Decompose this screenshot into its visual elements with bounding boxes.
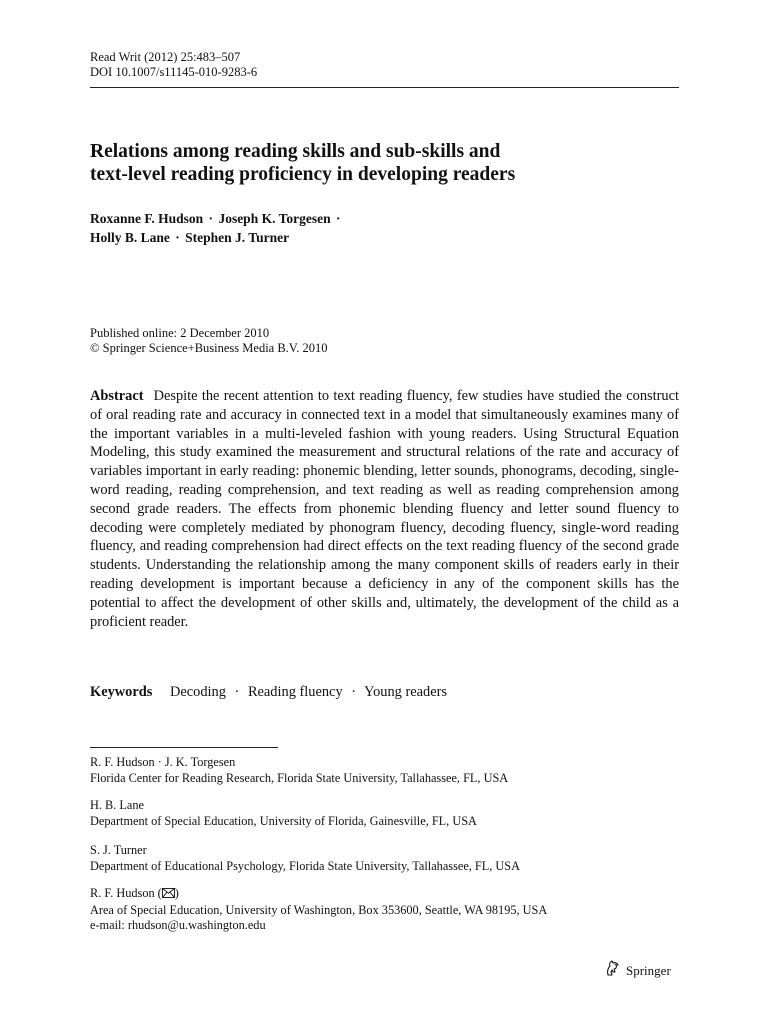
affiliation-names: H. B. Lane (90, 798, 144, 812)
affiliation-names: S. J. Turner (90, 843, 147, 857)
publication-info (90, 326, 327, 356)
affiliation-institution: Department of Special Education, University of Florida, Gainesville, FL, USA (90, 813, 477, 828)
abstract-label: Abstract (90, 388, 144, 404)
author-name[interactable]: Roxanne F. Hudson (90, 211, 204, 226)
email-link[interactable]: e-mail: rhudson@u.washington.edu (90, 918, 266, 932)
author-name[interactable]: Holly B. Lane (90, 230, 170, 245)
title-line-1: Relations among reading skills and sub-skills and (90, 141, 501, 162)
affiliation-institution: Florida Center for Reading Research, Florida State University, Tallahassee, FL, USA (90, 770, 509, 785)
keywords-section (90, 683, 447, 701)
envelope-icon[interactable] (162, 887, 175, 903)
springer-horse-icon (604, 959, 622, 982)
keyword-item[interactable]: Decoding (169, 684, 226, 700)
abstract-section (90, 387, 679, 631)
publisher-name: Springer (626, 962, 671, 978)
doi-link[interactable]: DOI 10.1007/s11145-010-9283-6 (90, 65, 258, 79)
corresponding-author-suffix: ) (174, 886, 179, 900)
published-online-date: Published online: 2 December 2010 (90, 326, 270, 340)
corresponding-author-name: R. F. Hudson ( (90, 886, 162, 900)
affiliation-names: R. F. Hudson · J. K. Torgesen (90, 755, 236, 769)
keyword-item[interactable]: Young readers (364, 684, 448, 700)
journal-header (90, 50, 257, 80)
author-name[interactable]: Joseph K. Torgesen (218, 211, 331, 226)
keyword-item[interactable]: Reading fluency (247, 684, 343, 700)
header-divider (90, 87, 679, 88)
affiliation-block (90, 843, 690, 874)
author-separator: · (175, 230, 180, 245)
keyword-separator: · (234, 684, 240, 700)
affiliation-institution: Area of Special Education, University of Washington, Box 353600, Seattle, WA 98195, USA (90, 902, 548, 917)
copyright-notice: © Springer Science+Business Media B.V. 2010 (90, 341, 328, 355)
article-title (90, 140, 690, 186)
author-list (90, 209, 342, 247)
footnote-divider (90, 747, 278, 748)
author-separator: · (335, 211, 341, 226)
affiliation-block-corresponding (90, 886, 690, 934)
affiliation-names (90, 886, 690, 903)
author-separator: · (208, 211, 214, 226)
affiliation-block (90, 798, 690, 829)
affiliation-institution: Department of Educational Psychology, Florida State University, Tallahassee, FL, USA (90, 858, 521, 873)
author-line-1 (90, 209, 342, 228)
keywords-label: Keywords (90, 684, 153, 700)
affiliation-block (90, 755, 690, 786)
author-name[interactable]: Stephen J. Turner (185, 230, 290, 245)
author-line-2 (90, 228, 342, 247)
journal-citation: Read Writ (2012) 25:483–507 (90, 50, 241, 64)
title-line-2: text-level reading proficiency in developing readers (90, 164, 516, 185)
keyword-separator: · (351, 684, 357, 700)
publisher-logo (604, 959, 671, 982)
abstract-text: Despite the recent attention to text reading fluency, few studies have studied the construct of oral reading rate and accuracy in connected text in a model that simultaneously examines many of the important variables in a multi-leveled fashion with young readers. Using Structural Equation Modeling, this study examined the measurement and structural relations of the rate and accuracy of variables important in early reading: phonemic blending, letter sounds, phonograms, decoding, single-word reading, reading comprehension, and text reading as well as reading comprehension among second grade readers. The effects from phonemic blending fluency and letter sound fluency to decoding were completely mediated by phonogram fluency, decoding fluency, single-word reading fluency, and reading comprehension had direct effects on the text reading fluency of the second grade students. Understanding the relationship among the many component skills of readers early in their reading development is important because a deficiency in any of the component skills has the potential to affect the development of other skills and, ultimately, the development of the child as a proficient reader. (90, 388, 679, 630)
